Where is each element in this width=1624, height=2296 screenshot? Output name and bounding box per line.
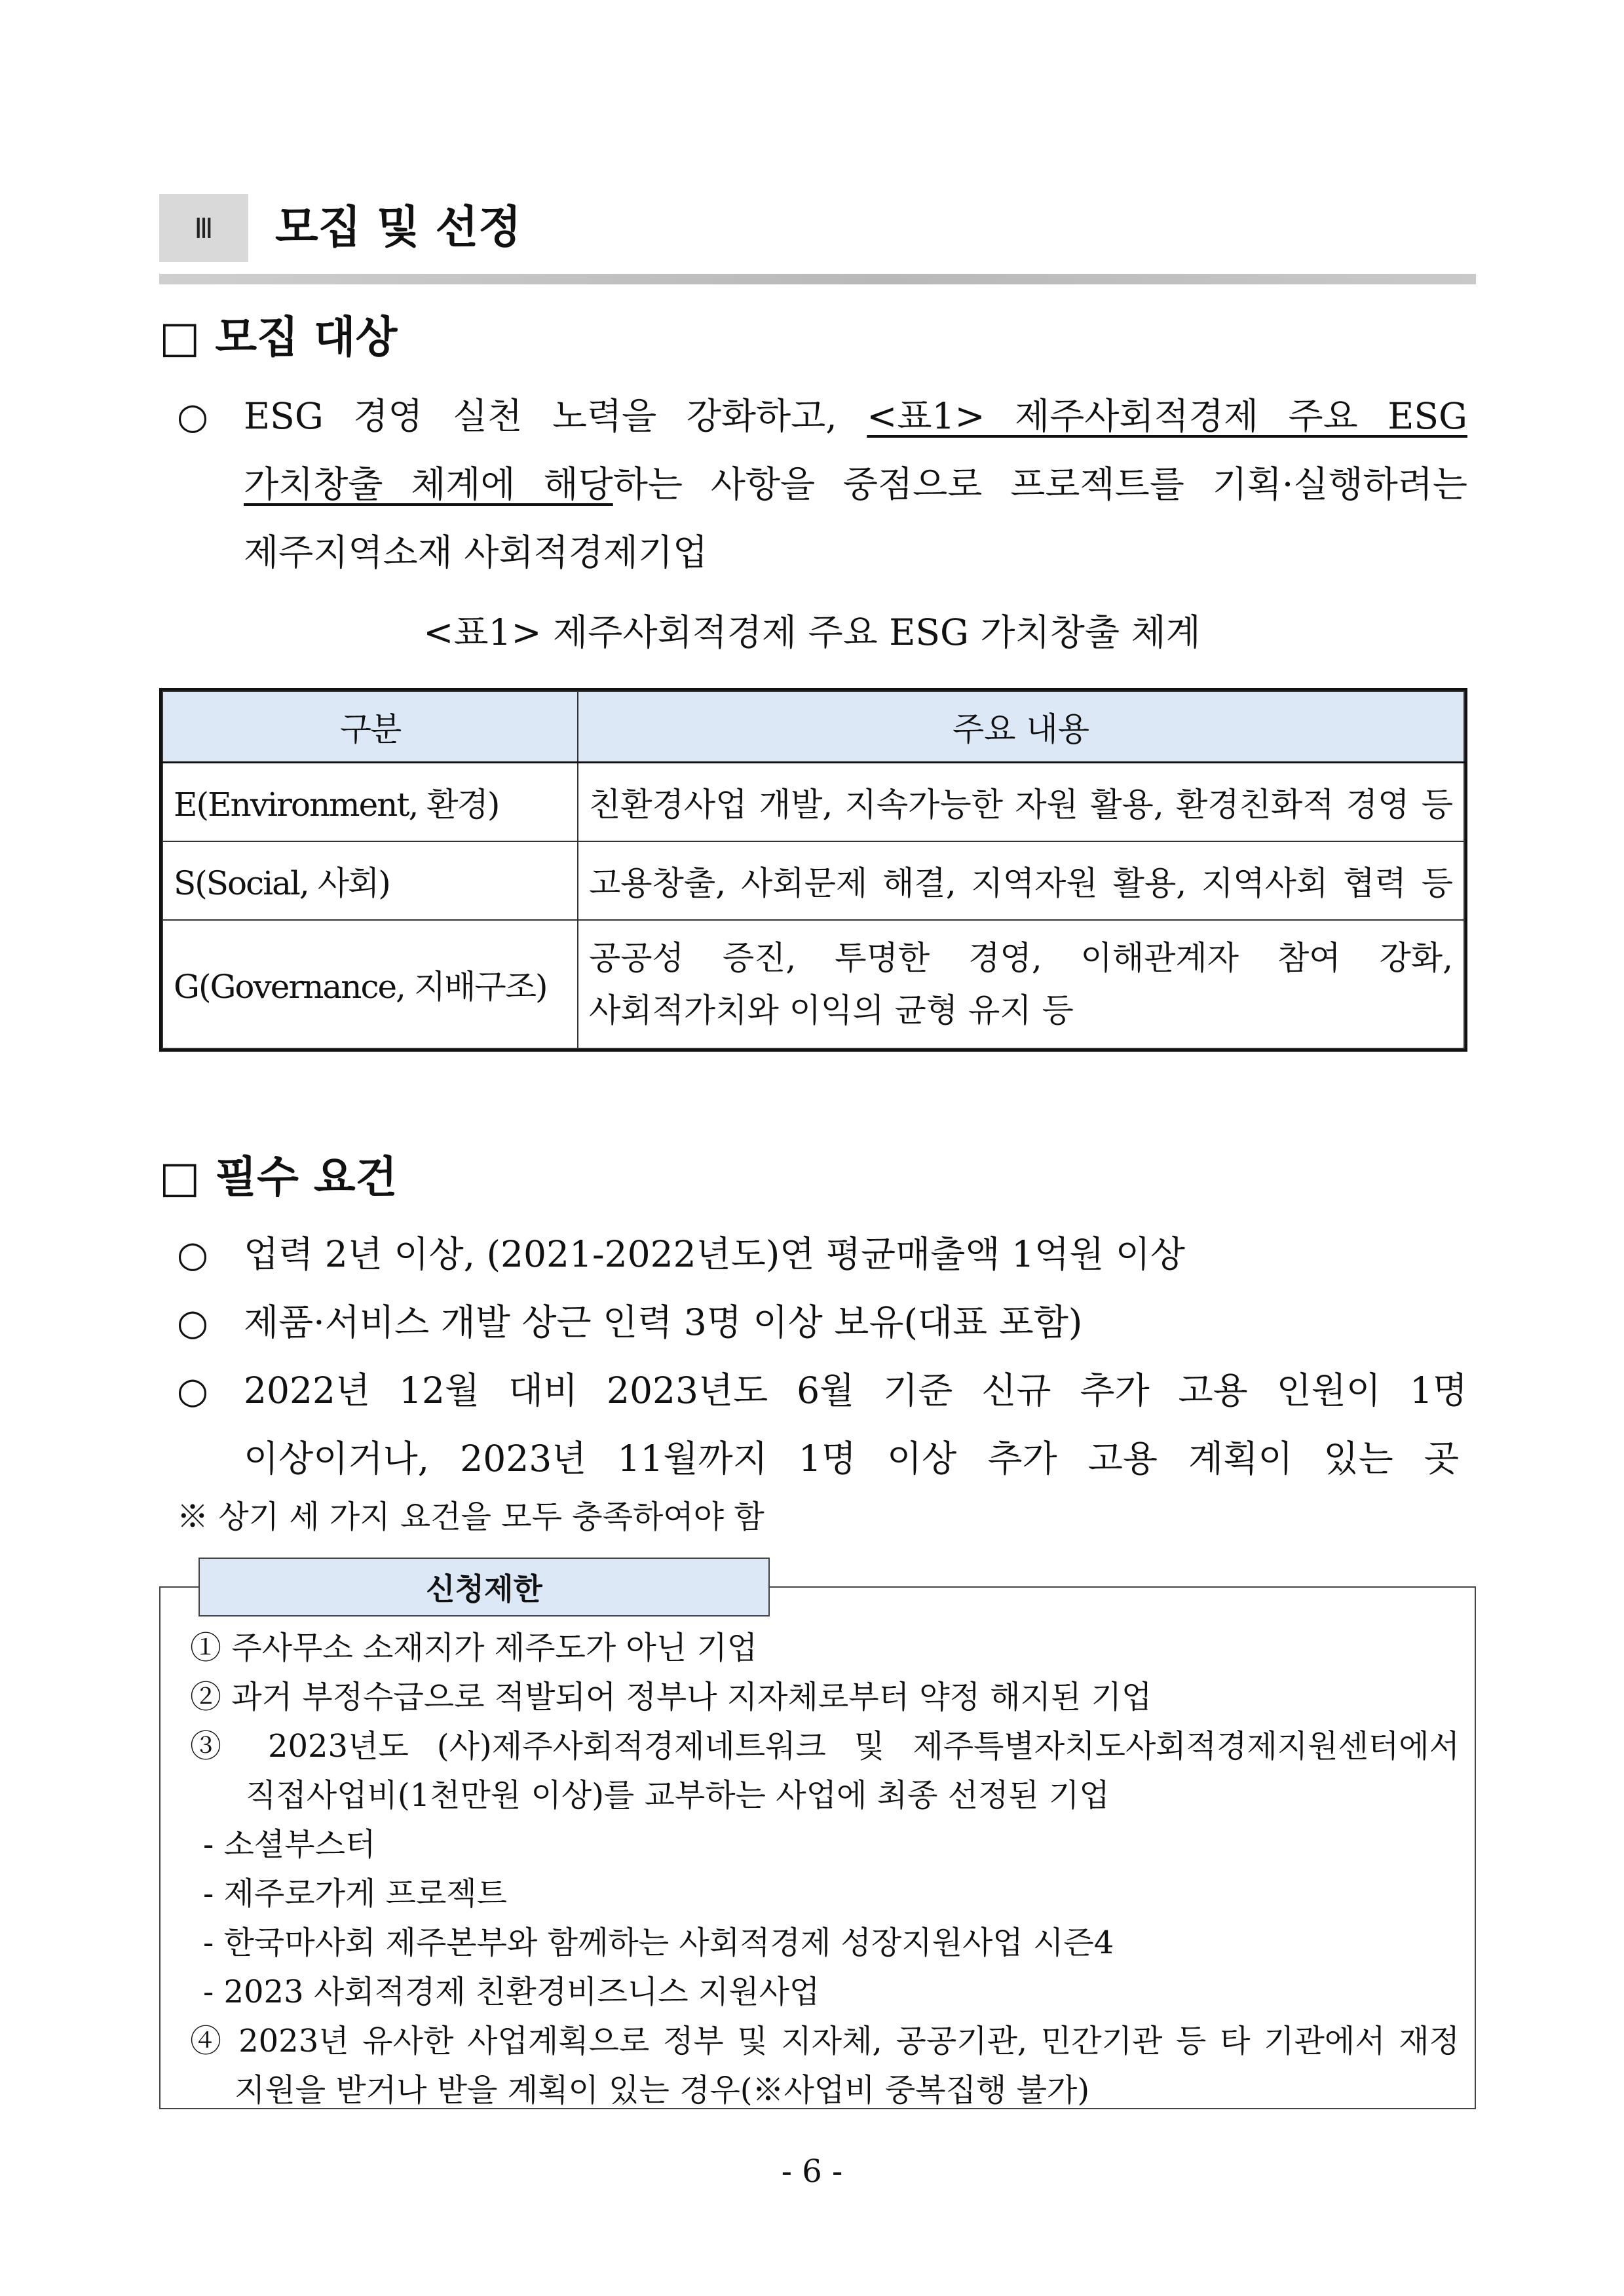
table-cell-category: G(Governance, 지배구조) (162, 920, 578, 1048)
table-cell-line: 사회적가치와 이익의 균형 유지 등 (589, 991, 1074, 1029)
section-title: 모집 및 선정 (275, 202, 521, 254)
table-header-content: 주요 내용 (578, 691, 1464, 763)
recruit-table-reference-cont: 가치창출 체계에 해당 (244, 463, 613, 505)
restriction-subitem: - 2023 사회적경제 친환경비즈니스 지원사업 (203, 1974, 820, 2010)
requirement-item: 2022년 12월 대비 2023년도 6월 기준 신규 추가 고용 인원이 1명 (244, 1369, 1467, 1411)
restriction-line: ② 과거 부정수급으로 적발되어 정부나 지자체로부터 약정 해지된 기업 (190, 1679, 1152, 1715)
table-cell-content: 고용창출, 사회문제 해결, 지역자원 활용, 지역사회 협력 등 (578, 841, 1464, 920)
section-number-badge: Ⅲ (159, 194, 248, 262)
table-cell-category: E(Environment, 환경) (162, 763, 578, 841)
recruit-text-cont: 하는 사항을 중점으로 프로젝트를 기획·실행하려는 (613, 463, 1467, 505)
restriction-line: ④ 2023년 유사한 사업계획으로 정부 및 지자체, 공공기관, 민간기관 등 타 기관에서 재정 (190, 2023, 1460, 2059)
restriction-line: 지원을 받거나 받을 계획이 있는 경우(※사업비 중복집행 불가) (235, 2072, 1090, 2109)
table-header-category: 구분 (162, 691, 578, 763)
table-row (162, 763, 1464, 841)
recruit-table-reference: <표1> 제주사회적경제 주요 ESG (867, 395, 1467, 437)
table-cell-content (578, 920, 1464, 1048)
recruit-line-3: 제주지역소재 사회적경제기업 (244, 531, 708, 573)
requirement-item: 제품·서비스 개발 상근 인력 3명 이상 보유(대표 포함) (244, 1301, 1083, 1343)
recruit-heading: □ 모집 대상 (159, 312, 398, 362)
bullet-circle: ○ (177, 1369, 208, 1411)
table-cell-content: 친환경사업 개발, 지속가능한 자원 활용, 환경친화적 경영 등 (578, 763, 1464, 841)
page-number: - 6 - (781, 2153, 843, 2190)
restriction-line: ① 주사무소 소재지가 제주도가 아닌 기업 (190, 1630, 758, 1666)
table-caption: <표1> 제주사회적경제 주요 ESG 가치창출 체계 (423, 611, 1201, 653)
requirements-note: ※ 상기 세 가지 요건을 모두 충족하여야 함 (177, 1499, 765, 1535)
bullet-circle: ○ (177, 1301, 208, 1343)
requirement-item: 업력 2년 이상, (2021-2022년도)연 평균매출액 1억원 이상 (244, 1233, 1186, 1275)
restrictions-title: 신청제한 (198, 1558, 770, 1617)
section-divider (159, 274, 1476, 284)
table-cell-line: 공공성 증진, 투명한 경영, 이해관계자 참여 강화, (589, 938, 1453, 977)
restriction-line: ③ 2023년도 (사)제주사회적경제네트워크 및 제주특별자치도사회적경제지원센터에서 (190, 1728, 1460, 1765)
table-row (162, 920, 1464, 1048)
restriction-subitem: - 한국마사회 제주본부와 함께하는 사회적경제 성장지원사업 시즌4 (203, 1924, 1114, 1961)
bullet-circle: ○ (177, 395, 208, 437)
recruit-text: ESG 경영 실천 노력을 강화하고, (244, 395, 867, 437)
requirements-heading: □ 필수 요건 (159, 1152, 398, 1202)
restriction-subitem: - 소셜부스터 (203, 1826, 376, 1863)
requirement-item-cont: 이상이거나, 2023년 11월까지 1명 이상 추가 고용 계획이 있는 곳 (244, 1438, 1459, 1480)
restriction-subitem: - 제주로가게 프로젝트 (203, 1875, 508, 1912)
bullet-circle: ○ (177, 1233, 208, 1275)
restriction-line: 직접사업비(1천만원 이상)를 교부하는 사업에 최종 선정된 기업 (246, 1777, 1110, 1814)
recruit-line-2 (244, 450, 1467, 518)
table-row (162, 841, 1464, 920)
recruit-line-1 (244, 382, 1467, 450)
esg-table (159, 688, 1467, 1052)
table-cell-category: S(Social, 사회) (162, 841, 578, 920)
